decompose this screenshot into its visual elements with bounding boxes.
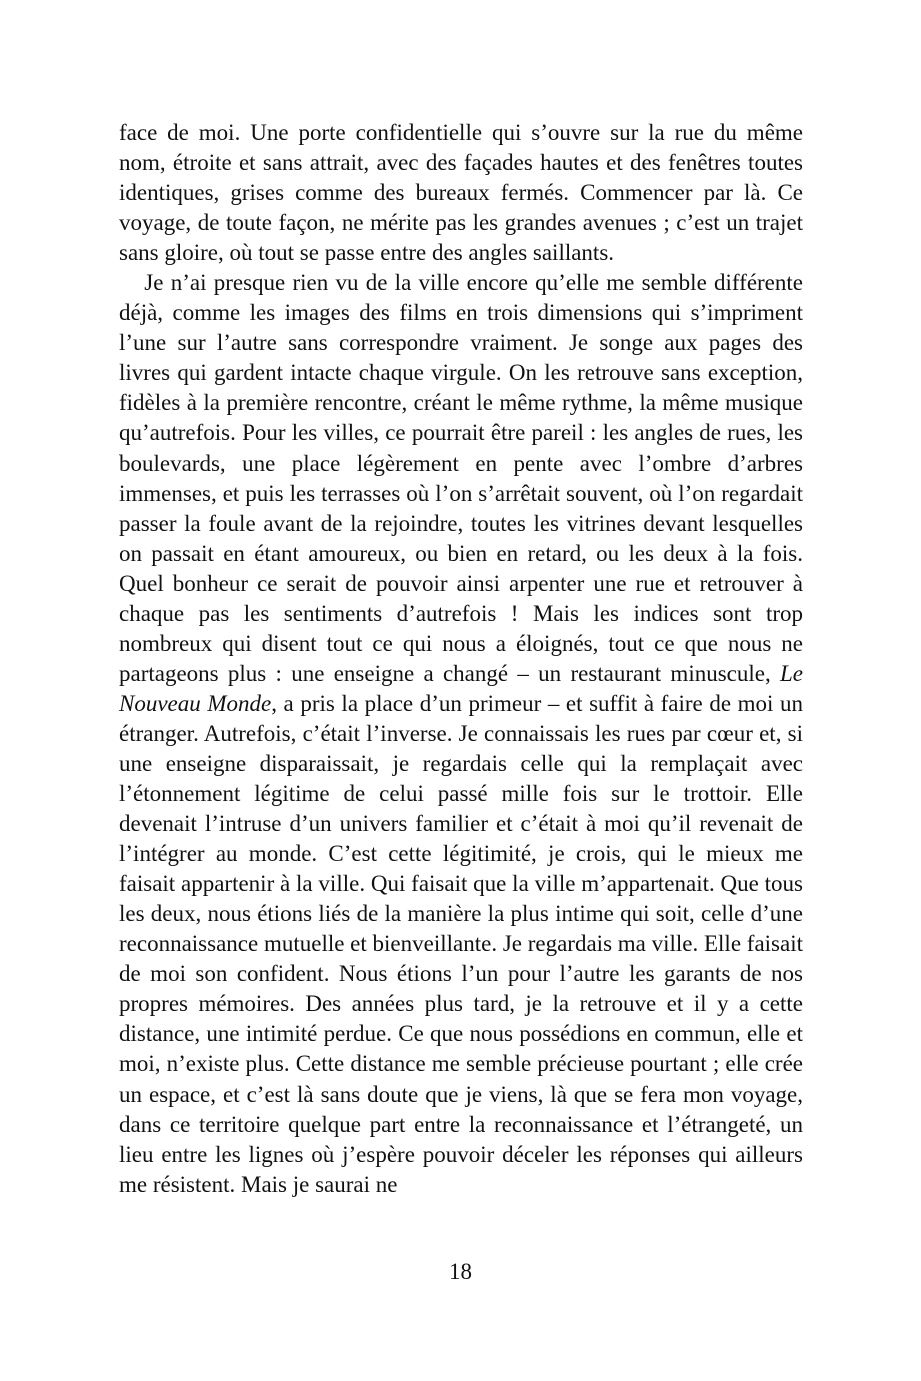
- paragraph-2-part-2: , a pris la place d’un primeur – et suffit à faire de moi un étranger. Autrefois, c’était l’inverse. Je connaissais les rues par cœur et, si une enseigne disparaissait, je regardais celle qui la remplaçait avec l’étonnement légitime de celui passé mille fois sur le trottoir. Elle devenait l’intruse d’un univers familier et c’était à moi qu’il revenait de l’intégrer au monde. C’est cette légitimité, je crois, qui le mieux me faisait appartenir à la ville. Qui faisait que la ville m’appartenait. Que tous les deux, nous étions liés de la manière la plus intime qui soit, celle d’une reconnaissance mutuelle et bienveillante. Je regardais ma ville. Elle faisait de moi son confident. Nous étions l’un pour l’autre les garants de nos propres mémoires. Des années plus tard, je la retrouve et il y a cette distance, une intimité perdue. Ce que nous possédions en commun, elle et moi, n’existe plus. Cette distance me semble précieuse pourtant ; elle crée un espace, et c’est là sans doute que je viens, là que se fera mon voyage, dans ce territoire quelque part entre la reconnaissance et l’étrangeté, un lieu entre les lignes où j’espère pouvoir déceler les réponses qui ailleurs me résistent. Mais je saurai ne: [119, 690, 803, 1197]
- page-number: 18: [449, 1259, 472, 1284]
- paragraph-2: [119, 268, 803, 1199]
- paragraph-1: face de moi. Une porte confidentielle qui s’ouvre sur la rue du même nom, étroite et sans attrait, avec des façades hautes et des fenêtres toutes identiques, grises comme des bureaux fermés. Commencer par là. Ce voyage, de toute façon, ne mérite pas les grandes avenues ; c’est un trajet sans gloire, où tout se passe entre des angles saillants.: [119, 120, 803, 266]
- restaurant-name-italic: Le Nouveau Monde: [119, 660, 803, 716]
- body-text: [119, 118, 803, 1200]
- paragraph-2-part-1: Je n’ai presque rien vu de la ville encore qu’elle me semble différente déjà, comme les images des films en trois dimensions qui s’impriment l’une sur l’autre sans correspondre vraiment. Je songe aux pages des livres qui gardent intacte chaque virgule. On les retrouve sans exception, fidèles à la première rencontre, créant le même rythme, la même musique qu’autrefois. Pour les villes, ce pourrait être pareil : les angles de rues, les boulevards, une place légèrement en pente avec l’ombre d’arbres immenses, et puis les terrasses où l’on s’arrêtait souvent, où l’on regardait passer la foule avant de la rejoindre, toutes les vitrines devant lesquelles on passait en étant amoureux, ou bien en retard, ou les deux à la fois. Quel bonheur ce serait de pouvoir ainsi arpenter une rue et retrouver à chaque pas les sentiments d’autrefois ! Mais les indices sont trop nombreux qui disent tout ce qui nous a éloignés, tout ce que nous ne partageons plus : une enseigne a changé – un restaurant minuscule,: [119, 270, 803, 686]
